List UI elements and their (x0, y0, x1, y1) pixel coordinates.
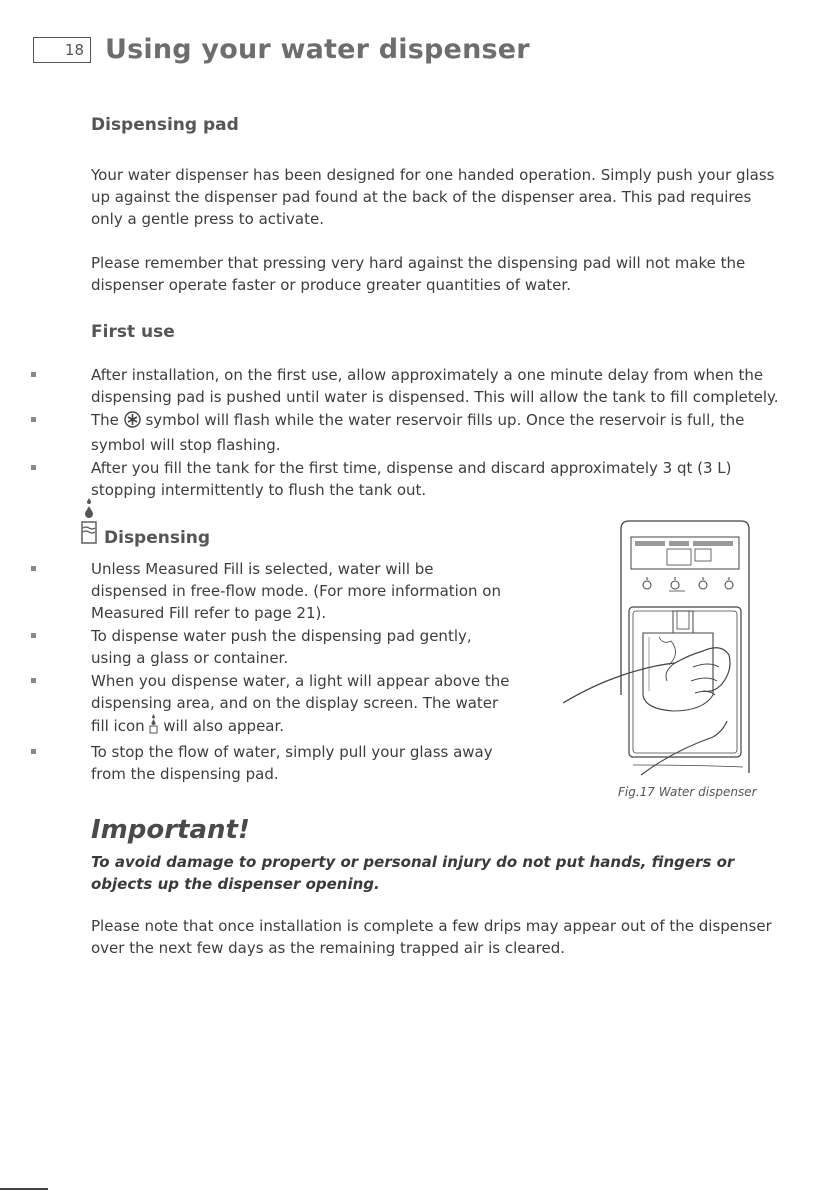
dispensing-pad-paragraph-1: Your water dispenser has been designed for one handed operation. Simply push your glass up against the dispenser pad found at the back of the dispenser area. This pad requires only a gentle press to activate. (91, 166, 775, 228)
important-title: Important! (91, 815, 250, 845)
dispensing-heading (80, 497, 210, 549)
list-item: After you fill the tank for the first time, dispense and discard approximately 3 qt (3 L) stopping intermittently to flush the tank out. (30, 457, 790, 501)
page-number: 18 (33, 37, 91, 63)
heading-dispensing-pad: Dispensing pad (91, 115, 239, 135)
list-item: To dispense water push the dispensing pad gently, using a glass or container. (30, 625, 510, 669)
water-dispensing-icon (80, 497, 98, 549)
dispensing-pad-paragraph-2: Please remember that pressing very hard against the dispensing pad will not make the dispenser operate faster or produce greater quantities of water. (91, 254, 746, 294)
list-item: Unless Measured Fill is selected, water will be dispensed in free-flow mode. (For more information on Measured Fill refer to page 21). (30, 558, 510, 624)
closing-paragraph: Please note that once installation is complete a few drips may appear out of the dispenser over the next few days as the remaining trapped air is cleared. (91, 917, 772, 957)
heading-first-use: First use (91, 322, 175, 342)
reservoir-fill-icon (124, 411, 141, 434)
list-item: To stop the flow of water, simply pull your glass away from the dispensing pad. (30, 741, 510, 785)
figure-caption: Fig.17 Water dispenser (618, 785, 757, 799)
list-item: When you dispense water, a light will appear above the dispensing area, and on the display screen. The water fill icon will also appear. (30, 670, 510, 740)
heading-dispensing: Dispensing (104, 528, 211, 548)
dispensing-list (30, 558, 510, 786)
page-title: Using your water dispenser (105, 34, 530, 65)
list-item: The symbol will flash while the water reservoir fills up. Once the reservoir is full, the symbol will stop flashing. (30, 409, 790, 456)
water-dispenser-illustration (563, 515, 753, 780)
footer-rule (0, 1188, 48, 1190)
list-item: After installation, on the first use, allow approximately a one minute delay from when the dispensing pad is pushed until water is dispensed. This will allow the tank to fill completely. (30, 364, 790, 408)
first-use-list (30, 364, 790, 502)
page-header (33, 34, 530, 65)
important-warning: To avoid damage to property or personal injury do not put hands, fingers or objects up the dispenser opening. (91, 853, 735, 893)
